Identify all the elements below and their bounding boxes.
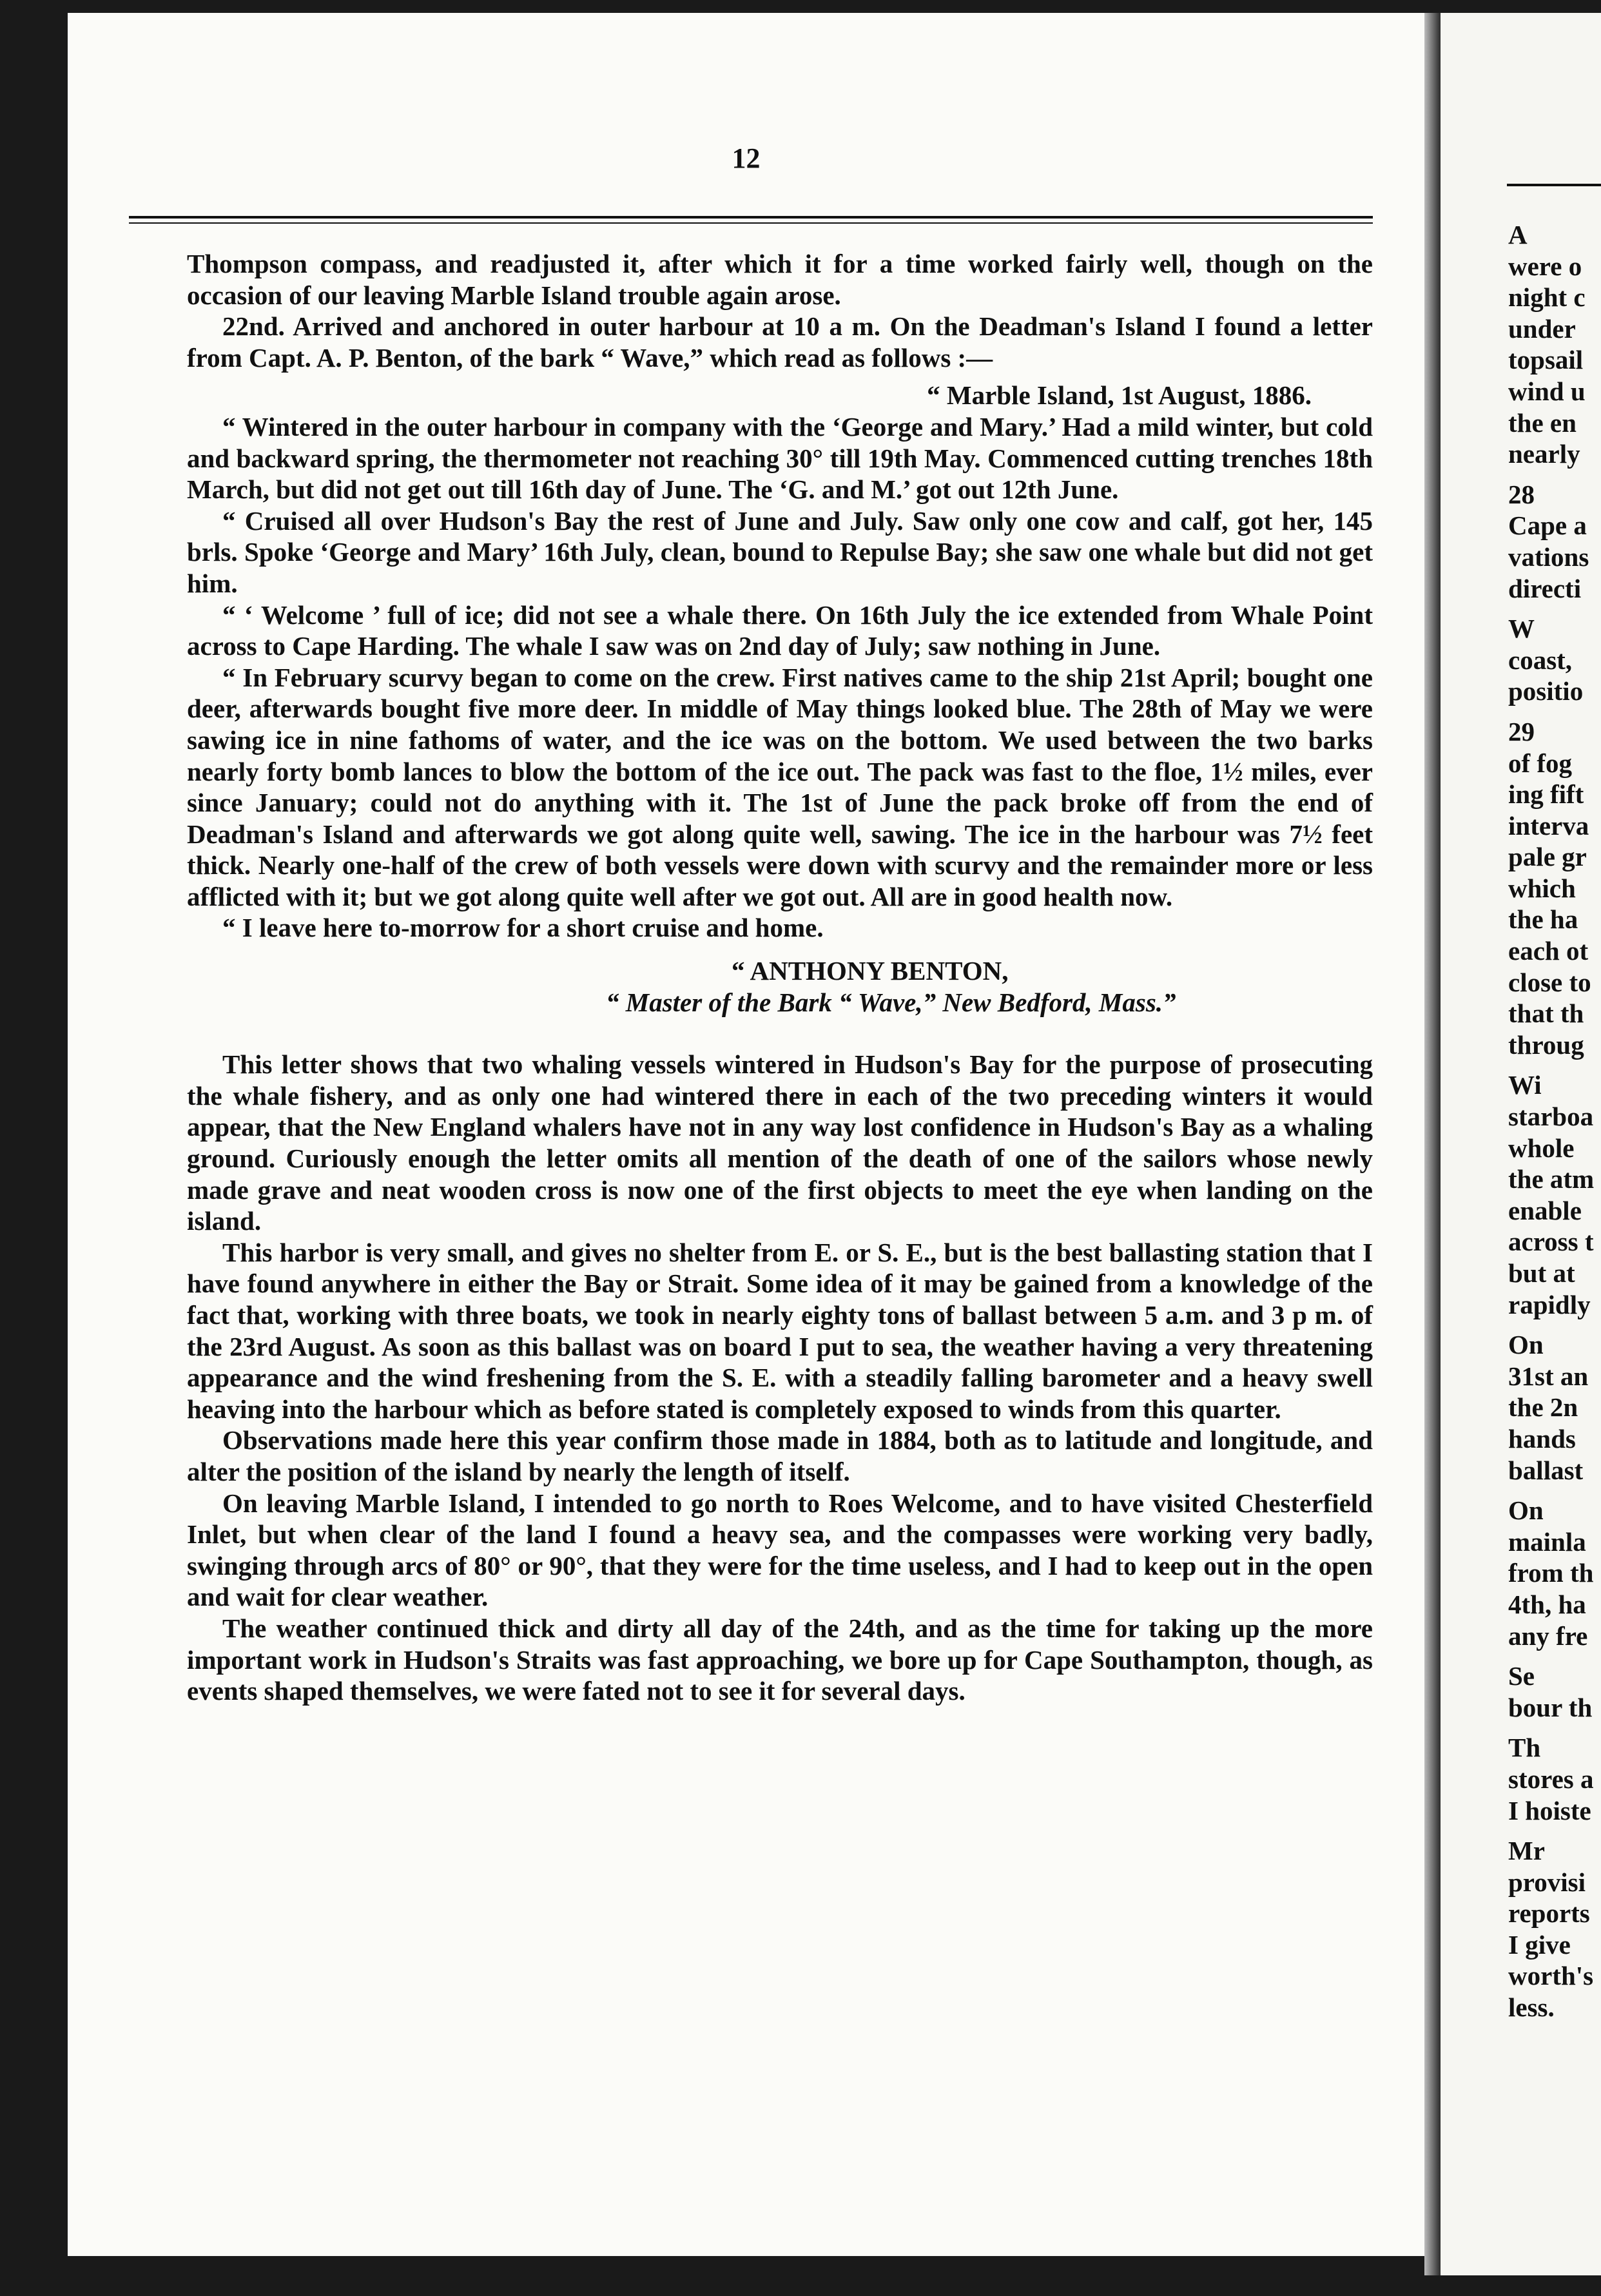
right-page-line [1508,1826,1601,1835]
right-page-line: worth's [1508,1961,1594,1991]
right-page-line: nearly [1508,439,1580,469]
right-page-line: W [1508,614,1535,644]
right-page-line: 28 [1508,479,1535,509]
right-page-line: night c [1508,282,1586,313]
right-page-line: vations [1508,541,1589,572]
right-page-line: whole [1508,1133,1575,1163]
spacer [187,1018,1373,1049]
paragraph: 22nd. Arrived and anchored in outer harbour at 10 a m. On the Deadman's Island I found a letter from Capt. A. P. Benton, of the bark “ Wave,” which read as follows :— [187,311,1373,373]
header-rule-thick [129,216,1373,219]
right-page-line: interva [1508,810,1589,841]
right-page-line: across t [1508,1227,1594,1257]
right-page-line: ballast [1508,1455,1584,1485]
right-page-line: coast, [1508,645,1573,675]
right-page-line [1508,1651,1601,1660]
right-page-line: the en [1508,407,1577,438]
right-page-line: mainla [1508,1526,1586,1557]
right-page-line: any fre [1508,1620,1588,1651]
letter-paragraph: “ Cruised all over Hudson's Bay the rest of June and July. Saw only one cow and calf, got her, 145 brls. Spoke ‘George and Mary’ 16th July, clean, bound to Repulse Bay; she saw one whale but did not get him. [187,505,1373,598]
right-page-line: Mr [1508,1836,1545,1866]
letter-paragraph: “ I leave here to-morrow for a short cruise and home. [222,913,824,943]
right-page-line [1508,1060,1601,1069]
right-page-line: directi [1508,573,1582,603]
page-gutter [1424,13,1441,2275]
right-page-line: stores a [1508,1764,1594,1794]
right-page-line: On [1508,1495,1544,1526]
page-number: 12 [732,142,761,174]
paragraph: The weather continued thick and dirty all day of the 24th, and as the time for taking up the more important work in Hudson's Straits was fast approaching, we bore up for Cape Southampton, though, as events shaped themselves, we were fated not to see it for several days. [187,1613,1373,1706]
signature-title: “ Master of the Bark “ Wave,” New Bedford, Mass.” [606,987,1176,1017]
right-page-line: 4th, ha [1508,1589,1586,1619]
right-page-line: Se [1508,1661,1535,1691]
header-rule-thin [129,222,1373,224]
right-page-line: reports [1508,1898,1590,1929]
signature-name: “ ANTHONY BENTON, [732,956,1009,986]
letter-paragraph: “ In February scurvy began to come on the crew. First natives came to the ship 21st April; bought one deer, afterwards bought five more deer. In middle of May things looked blue. The 28th of May we were sawing ice in nine fathoms of water, and the ice was on the bottom. We used between the two barks nearly forty bomb lances to blow the bottom of the ice out. The pack was fast to the floe, 1½ miles, ever since January; could not do anything with it. The 1st of June the pack broke off from the end of Deadman's Island and afterwards we got along quite well, sawing. The ice in the harbour was 7½ feet thick. Nearly one-half of the crew of both vessels were down with scurvy and the remainder more or less afflicted with it; but we got along quite well after we got out. All are in good health now. [187,662,1373,911]
right-page-line [1508,707,1601,716]
right-page-line: of fog [1508,748,1573,778]
right-page-text [1508,219,1601,2023]
right-page-line: I give [1508,1929,1571,1960]
paragraph: Thompson compass, and readjusted it, after which it for a time worked fairly well, though on the occasion of our leaving Marble Island trouble again arose. [187,249,1373,310]
right-page-line: which [1508,873,1576,903]
right-page-line: A [1508,220,1528,249]
right-page-line: ing fift [1508,779,1584,810]
right-page-line: enable [1508,1195,1582,1225]
right-page-line: less. [1508,1992,1555,2023]
right-page-line: provisi [1508,1867,1586,1897]
right-page-line [1508,1320,1601,1329]
right-page-line: Wi [1508,1070,1542,1100]
right-page-line: pale gr [1508,842,1587,872]
right-page-line: On [1508,1330,1544,1360]
right-page-line [1508,1486,1601,1495]
right-page-line: the atm [1508,1164,1595,1194]
right-page-rule [1507,184,1601,186]
right-page-line: I hoiste [1508,1795,1591,1825]
right-page-line: from th [1508,1558,1594,1588]
paragraph: On leaving Marble Island, I intended to go north to Roes Welcome, and to have visited Chesterfield Inlet, but when clear of the land I found a heavy sea, and the compasses were working very badly, swinging through arcs of 80° or 90°, that they were for the time useless, and I had to keep out in the open and wait for clear weather. [187,1488,1373,1612]
right-page-line: close to [1508,967,1591,997]
right-page-line: hands [1508,1423,1576,1454]
right-page-line: Cape a [1508,511,1587,541]
main-text [187,248,1373,1707]
right-page-line: the ha [1508,904,1578,935]
right-page-line: topsail [1508,345,1584,375]
right-page-line: rapidly [1508,1289,1591,1319]
paragraph: Observations made here this year confirm those made in 1884, both as to latitude and longitude, and alter the position of the island by nearly the length of itself. [187,1425,1373,1486]
right-page-line [1508,1723,1601,1732]
right-page-line: wind u [1508,376,1586,406]
right-page-line: each ot [1508,936,1589,966]
right-page-line: Th [1508,1733,1541,1763]
paragraph: This harbor is very small, and gives no shelter from E. or S. E., but is the best ballasting station that I have found anywhere in either the Bay or Strait. Some idea of it may be gained from a knowledge of the fact that, working with three boats, we took in nearly eighty tons of ballast between 5 a.m. and 3 p m. of the 23rd August. As soon as this ballast was on board I put to sea, the weather having a very threatening appearance and the wind freshening from the S. E. with a steadily falling barometer and a heavy swell heaving into the harbour which as before stated is completely exposed to winds from this quarter. [187,1237,1373,1424]
right-page-line: under [1508,313,1576,344]
right-page-line: the 2n [1508,1392,1578,1423]
right-page-line: that th [1508,998,1584,1029]
right-page-line: starboa [1508,1102,1594,1132]
right-page-line: were o [1508,251,1582,281]
right-page-line [1508,470,1601,479]
right-page-line: throug [1508,1029,1584,1060]
letter-paragraph: “ Wintered in the outer harbour in company with the ‘George and Mary.’ Had a mild winter, but cold and backward spring, the thermometer not reaching 30° till 19th May. Commenced cutting trenches 18th March, but did not get out till 16th day of June. The ‘G. and M.’ got out 12th June. [187,411,1373,505]
paragraph: This letter shows that two whaling vessels wintered in Hudson's Bay for the purpose of prosecuting the whale fishery, and as only one had wintered there in each of the two preceding winters it would appear, that the New England whalers have not in any way lost confidence in Hudson's Bay as a whaling ground. Curiously enough the letter omits all mention of the death of one of the sailors whose newly made grave and neat wooden cross is now one of the first objects to meet the eye when landing on the island. [187,1049,1373,1236]
right-page-line: bour th [1508,1692,1593,1722]
right-page-line [1508,604,1601,613]
right-page-line: 29 [1508,716,1535,746]
letter-paragraph: “ ‘ Welcome ’ full of ice; did not see a whale there. On 16th July the ice extended from Whale Point across to Cape Harding. The whale I saw was on 2nd day of July; saw nothing in June. [187,599,1373,661]
right-page-line: positio [1508,676,1584,706]
letter-dateline: “ Marble Island, 1st August, 1886. [927,380,1312,411]
right-page-line: but at [1508,1258,1575,1288]
right-page-line: 31st an [1508,1361,1589,1391]
